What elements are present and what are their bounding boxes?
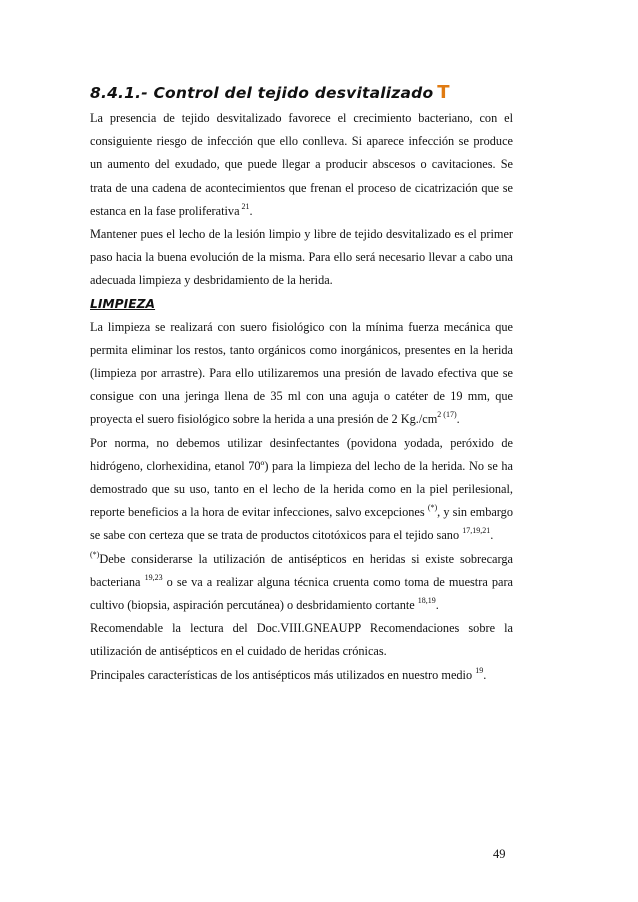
- reference-superscript: 19: [475, 665, 484, 675]
- paragraph-antiseptics-features: [90, 664, 513, 687]
- paragraph-keep-wound-clean: [90, 223, 513, 293]
- paragraph-end: .: [456, 412, 460, 427]
- paragraph-end: .: [490, 528, 494, 543]
- paragraph-text: Debe considerarse la utilización de antisépticos en heridas si existe sobrecarga bacteriana: [90, 551, 513, 589]
- document-page: [90, 70, 513, 687]
- reference-superscript: (*): [90, 549, 100, 559]
- section-heading: [90, 82, 513, 103]
- paragraph-text: Principales características de los antisépticos más utilizados en nuestro medio: [90, 667, 476, 682]
- section-title: 8.4.1.- Control del tejido desvitalizado: [90, 84, 434, 102]
- page-number: 49: [493, 847, 506, 861]
- reference-superscript: 17,19,21: [462, 526, 491, 536]
- reference-superscript: 19,23: [144, 572, 163, 582]
- paragraph-devitalized-tissue: [90, 107, 513, 223]
- paragraph-disinfectants: [90, 432, 513, 548]
- reference-superscript: (*): [427, 503, 438, 513]
- limpieza-heading: LIMPIEZA: [90, 296, 156, 311]
- paragraph-antiseptics-use: [90, 548, 513, 618]
- paragraph-cleaning: [90, 316, 513, 432]
- paragraph-text: Por norma, no debemos utilizar desinfectantes (povidona yodada, peróxido de hidrógeno, clorhexidina, etanol 70º) para la limpieza del lecho de la herida. No se ha demostrado que su uso, tanto en el lecho de la herida como en la piel perilesional, reporte beneficios a la hora de evitar infecciones, salvo excepciones: [90, 435, 513, 520]
- paragraph-text: La limpieza se realizará con suero fisiológico con la mínima fuerza mecánica que permita eliminar los restos, tanto orgánicos como inorgánicos, presentes en la herida (limpieza por arrastre). Para ello utilizaremos una presión de lavado efectiva que se consigue con una jeringa llena de 35 ml con una aguja o catéter de 19 mm, que proyecta el suero fisiológico sobre la herida a una presión de 2 Kg./cm: [90, 319, 513, 427]
- paragraph-text-mid: , y sin embargo se sabe con certeza que se trata de productos citotóxicos para el tejido sano: [90, 505, 513, 543]
- paragraph-end: .: [483, 667, 487, 682]
- paragraph-recommended-reading: [90, 617, 513, 663]
- paragraph-text-mid: o se va a realizar alguna técnica cruenta como toma de muestra para cultivo (biopsia, aspiración percutánea) o desbridamiento cortante: [90, 574, 513, 613]
- paragraph-end: .: [249, 203, 253, 218]
- reference-superscript: 21: [239, 201, 250, 211]
- reference-superscript: 2 (17): [437, 410, 457, 420]
- section-title-mark: T: [437, 82, 450, 103]
- paragraph-text: La presencia de tejido desvitalizado favorece el crecimiento bacteriano, con el consiguiente riesgo de infección que ello conlleva. Si aparece infección se produce un aumento del exudado, que puede llegar a producir abscesos o cavitaciones. Se trata de una cadena de acontecimientos que frenan el proceso de cicatrización que se estanca en la fase proliferativa: [90, 111, 513, 218]
- reference-superscript: 18,19: [417, 595, 436, 605]
- paragraph-text: Mantener pues el lecho de la lesión limpio y libre de tejido desvitalizado es el primer paso hacia la buena evolución de la misma. Para ello será necesario llevar a cabo una adecuada limpieza y desbridamiento de la herida.: [90, 227, 513, 288]
- paragraph-text: Recomendable la lectura del Doc.VIII.GNEAUPP Recomendaciones sobre la utilización de antisépticos en el cuidado de heridas crónicas.: [90, 621, 513, 659]
- paragraph-end: .: [435, 598, 439, 613]
